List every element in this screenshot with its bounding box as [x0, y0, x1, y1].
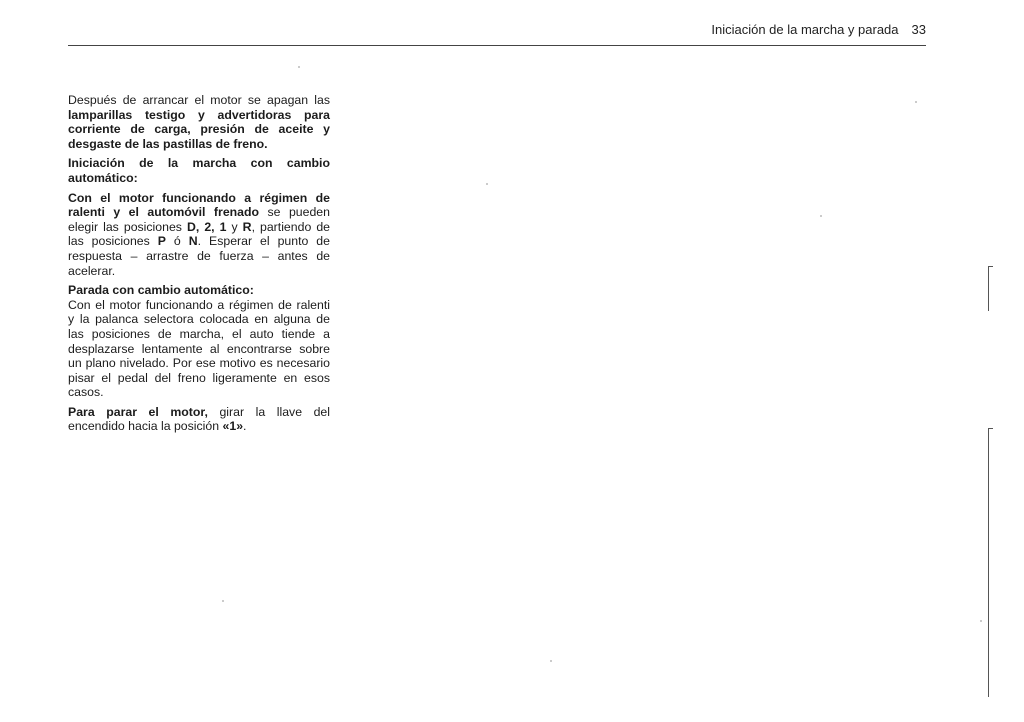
text-column	[68, 93, 330, 439]
scan-speck	[222, 600, 224, 602]
paragraph-text: girar la llave del encendido hacia la posición	[68, 404, 330, 434]
paragraph-text: Después de arrancar el motor se apagan las	[68, 93, 330, 107]
paragraph-bold-text: Para parar el motor,	[68, 404, 208, 419]
gear-label: N	[188, 234, 198, 249]
paragraph-text: ó	[165, 234, 189, 249]
binding-edge-mark	[988, 266, 993, 311]
scan-speck	[550, 660, 552, 662]
running-header	[711, 22, 926, 37]
key-position-label: «1»	[222, 419, 244, 434]
page-header	[68, 0, 926, 47]
scan-speck	[915, 101, 917, 103]
paragraph-text: y	[226, 219, 243, 234]
scan-speck	[486, 183, 488, 185]
gear-label: R	[242, 219, 252, 234]
paragraph-text: .	[243, 419, 247, 434]
gear-label: P	[157, 234, 166, 249]
section-heading: Iniciación de la marcha con cambio automático:	[68, 156, 330, 185]
paragraph-bold-text: Con el motor funcionando a régimen de ralenti y el automóvil frenado	[68, 190, 330, 220]
section-heading: Parada con cambio automático:	[68, 283, 254, 298]
paragraph-stop-automatic	[68, 283, 330, 400]
header-rule	[68, 45, 926, 46]
gear-label: D, 2, 1	[187, 219, 227, 234]
scan-speck	[820, 215, 822, 217]
heading-start-automatic	[68, 156, 330, 185]
paragraph-text: . Esperar el punto de respuesta – arrastre de fuerza – antes de acelerar.	[68, 234, 330, 278]
scan-speck	[298, 66, 300, 68]
paragraph-gear-positions	[68, 191, 330, 279]
section-title: Iniciación de la marcha y parada	[711, 22, 899, 37]
scan-speck	[980, 620, 982, 622]
binding-edge-mark	[988, 428, 993, 697]
paragraph-warning-lights	[68, 93, 330, 151]
paragraph-bold-text: lamparillas testigo y advertidoras para corriente de carga, presión de aceite y desgaste de las pastillas de freno.	[68, 107, 330, 151]
paragraph-stop-engine	[68, 405, 330, 434]
page-number: 33	[911, 22, 926, 37]
paragraph-text: , partiendo de las posiciones	[68, 219, 330, 249]
paragraph-text: se pueden elegir las posiciones	[68, 205, 330, 234]
paragraph-text: Con el motor funcionando a régimen de ralenti y la palanca selectora colocada en alguna de las posiciones de marcha, el auto tiende a desplazarse lentamente al encontrarse sobre un plano nivelado. Por ese motivo es necesario pisar el pedal del freno ligeramente en esos casos.	[68, 297, 330, 400]
